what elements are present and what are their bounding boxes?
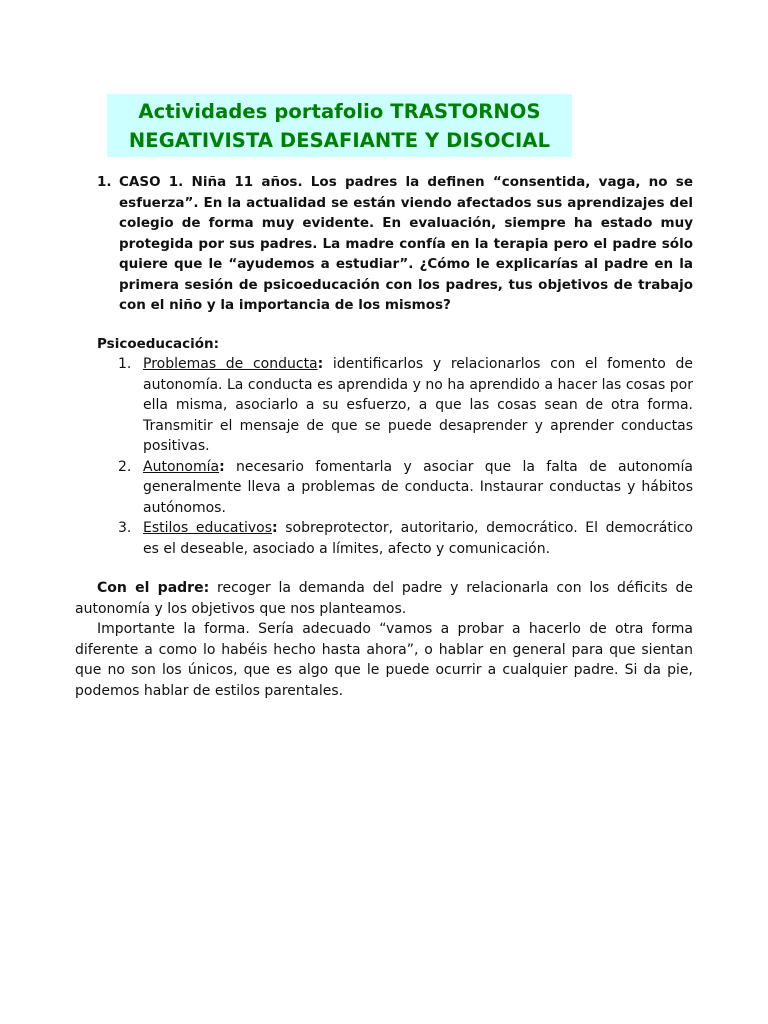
list-item — [118, 457, 693, 519]
list-item-term: Problemas de conducta — [143, 356, 318, 372]
list-item-separator: : — [219, 458, 225, 475]
case-text: CASO 1. Niña 11 años. Los padres la definen “consentida, vaga, no se esfuerza”. En la actualidad se están viendo afectados sus aprendizajes del colegio de forma muy evidente. En evaluación, siempre ha estado muy protegida por sus padres. La madre confía en la terapia pero el padre sólo quiere que le “ayudemos a estudiar”. ¿Cómo le explicarías al padre en la primera sesión de psicoeducación con los padres, tus objetivos de trabajo con el niño y la importancia de los mismos? — [119, 174, 693, 313]
list-item-body: sobreprotector, autoritario, democrático. El democrático es el deseable, asociado a límites, afecto y comunicación. — [143, 520, 693, 557]
list-item-separator: : — [317, 356, 324, 372]
psicoeducacion-heading: Psicoeducación: — [97, 336, 220, 352]
title-line-1: Actividades portafolio TRASTORNOS — [138, 99, 541, 123]
title-box — [107, 94, 572, 157]
case-number: 1. — [97, 174, 112, 190]
list-item-text — [143, 457, 693, 519]
list-item-body: identificarlos y relacionarlos con el fomento de autonomía. La conducta es aprendida y no ha aprendido a hacer las cosas por ella misma, asociarlo a su esfuerzo, a que las cosas sean de otra forma. Transmitir el mensaje de que se puede desaprender y aprender conductas positivas. — [143, 356, 693, 454]
list-item-term: Autonomía — [143, 458, 220, 475]
list-item-body: necesario fomentarla y asociar que la falta de autonomía generalmente lleva a problemas de conducta. Instaurar conductas y hábitos autónomos. — [143, 458, 693, 516]
list-item-text — [143, 518, 693, 559]
con-el-padre-paragraph — [75, 578, 693, 619]
list-item — [118, 354, 693, 457]
list-item-number: 3. — [118, 520, 132, 536]
title-line-2: NEGATIVISTA DESAFIANTE Y DISOCIAL — [128, 128, 551, 152]
con-el-padre-separator: : — [203, 580, 210, 596]
list-item-term: Estilos educativos — [143, 520, 273, 536]
con-el-padre-label: Con el padre — [97, 580, 204, 596]
list-item-number: 1. — [118, 356, 132, 372]
importante-paragraph: Importante la forma. Sería adecuado “vamos a probar a hacerlo de otra forma diferente a como lo habéis hecho hasta ahora”, o hablar en general para que sientan que no son los únicos, que es algo que le puede ocurrir a cualquier padre. Si da pie, podemos hablar de estilos parentales. — [75, 621, 693, 699]
list-item-text — [143, 354, 693, 457]
psicoeducacion-list — [118, 354, 693, 559]
list-item-number: 2. — [118, 458, 132, 475]
case-question — [97, 172, 693, 316]
con-el-padre-text: recoger la demanda del padre y relacionarla con los déficits de autonomía y los objetivos que nos planteamos. — [75, 580, 694, 617]
list-item-separator: : — [272, 520, 278, 536]
list-item — [118, 518, 693, 559]
